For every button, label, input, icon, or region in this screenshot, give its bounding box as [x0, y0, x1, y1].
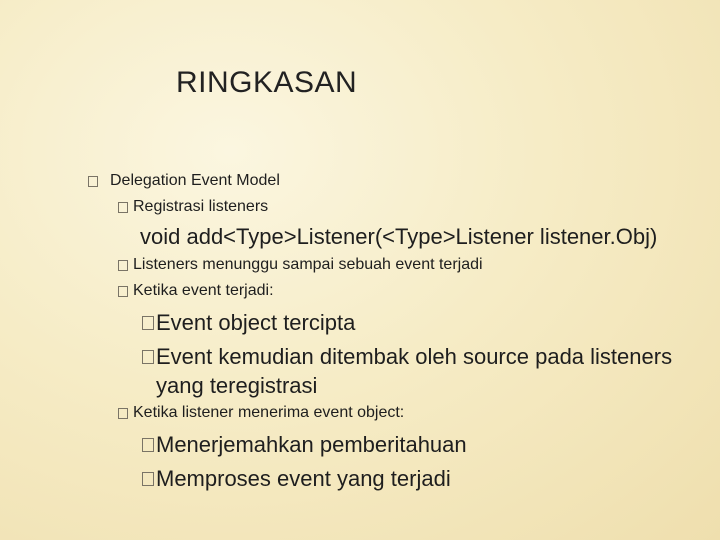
bullet-listeners-menunggu: [118, 256, 483, 274]
bullet-text: Registrasi listeners: [133, 198, 269, 215]
bullet-text: Listeners menunggu sampai sebuah event terjadi: [133, 256, 483, 273]
bullet-delegation-event-model: [88, 172, 280, 190]
square-bullet-icon: [142, 472, 154, 486]
square-bullet-icon: [142, 316, 154, 330]
square-bullet-icon: [142, 438, 154, 452]
sub-bullet-memproses: [142, 466, 451, 492]
bullet-text: Ketika event terjadi:: [133, 282, 274, 299]
bullet-ketika-event-terjadi: [118, 282, 274, 300]
square-bullet-icon: [118, 202, 128, 213]
slide-title: RINGKASAN: [176, 66, 358, 99]
bullet-text: Delegation Event Model: [110, 172, 280, 189]
sub-bullet-event-object: [142, 310, 355, 336]
sub-bullet-menerjemahkan: [142, 432, 467, 458]
square-bullet-icon: [118, 408, 128, 419]
bullet-text: Event kemudian ditembak oleh source pada listeners: [156, 344, 673, 369]
code-signature: void add<Type>Listener(<Type>Listener listener.Obj): [140, 224, 658, 249]
square-bullet-icon: [142, 350, 154, 364]
bullet-text: Memproses event yang terjadi: [156, 466, 451, 491]
sub-bullet-continuation: yang teregistrasi: [156, 373, 318, 398]
bullet-registrasi-listeners: [118, 198, 268, 216]
bullet-text: Menerjemahkan pemberitahuan: [156, 432, 467, 457]
bullet-text: Event object tercipta: [156, 310, 356, 335]
bullet-text: Ketika listener menerima event object:: [133, 404, 405, 421]
square-bullet-icon: [118, 286, 128, 297]
bullet-ketika-listener: [118, 404, 404, 422]
sub-bullet-event-ditembak: [142, 344, 672, 370]
square-bullet-icon: [118, 260, 128, 271]
square-bullet-icon: [88, 176, 98, 187]
